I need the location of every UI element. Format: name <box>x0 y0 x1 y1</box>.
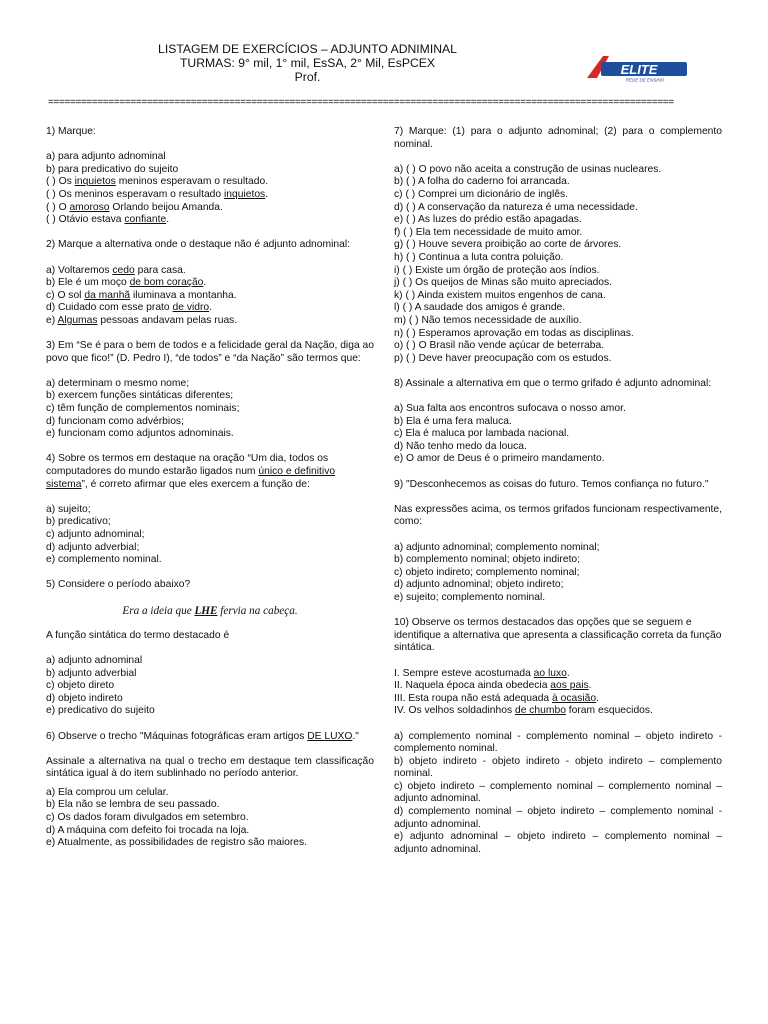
option: d) A máquina com defeito foi trocada na loja. <box>46 824 250 836</box>
option: b) Ela não se lembra de seu passado. <box>46 799 220 811</box>
question-stem: 2) Marque a alternativa onde o destaque não é adjunto adnominal: <box>46 239 350 251</box>
option: c) O sol da manhã iluminava a montanha. <box>46 289 237 301</box>
item: m) ( ) Não temos necessidade de auxílio. <box>394 314 582 326</box>
item: n) ( ) Esperamos aprovação em todas as disciplinas. <box>394 327 634 339</box>
question-10 <box>394 617 722 856</box>
item: k) ( ) Ainda existem muitos engenhos de cana. <box>394 289 606 301</box>
item: l) ( ) A saudade dos amigos é grande. <box>394 302 566 314</box>
item: e) ( ) As luzes do prédio estão apagadas. <box>394 214 582 226</box>
question-stem: 4) Sobre os termos em destaque na oração “Um dia, todos os computadores do mundo estarão ligados num único e definitivo sistema”, é correto afirmar que eles exercem a função de: <box>46 453 336 490</box>
option: b) para predicativo do sujeito <box>46 163 179 175</box>
option: c) objeto indireto; complemento nominal; <box>394 566 580 578</box>
option: a) para adjunto adnominal <box>46 151 166 163</box>
question-stem: 10) Observe os termos destacados das opções que se seguem e identifique a alternativa que apresenta a classificação correta da função sintática. <box>394 617 722 654</box>
item: o) ( ) O Brasil não vende açúcar de beterraba. <box>394 340 605 352</box>
quoted-sentence: Era a ideia que LHE fervia na cabeça. <box>122 604 298 617</box>
option: e) Atualmente, as possibilidades de registro são maiores. <box>46 837 307 849</box>
option: d) complemento nominal – objeto indireto – complemento nominal - adjunto adnominal. <box>394 806 722 830</box>
option: c) objeto indireto – complemento nominal – complemento nominal – adjunto adnominal. <box>394 780 722 805</box>
item: i) ( ) Existe um órgão de proteção aos índios. <box>394 264 600 276</box>
option: d) funcionam como advérbios; <box>46 415 184 427</box>
item: f) ( ) Ela tem necessidade de muito amor. <box>394 226 583 238</box>
elite-logo <box>583 48 689 84</box>
option: e) O amor de Deus é o primeiro mandamento. <box>394 453 605 465</box>
item: ( ) O amoroso Orlando beijou Amanda. <box>46 201 223 213</box>
highlighted-term: amoroso <box>69 201 110 213</box>
item: b) ( ) A folha do caderno foi arrancada. <box>394 176 570 188</box>
question-stem: 3) Em “Se é para o bem de todos e a felicidade geral da Nação, diga ao povo que fico!” (D. Pedro I), “de todos” e “da Nação” são termos que: <box>46 340 374 364</box>
option: a) complemento nominal - complemento nominal – objeto indireto - complemento nominal. <box>394 730 722 755</box>
statement: II. Naquela época ainda obedecia aos pais. <box>394 680 592 692</box>
option: c) Os dados foram divulgados em setembro. <box>46 812 249 824</box>
option: a) adjunto adnominal <box>46 654 143 666</box>
option: d) Não tenho medo da louca. <box>394 440 527 452</box>
option: b) Ela é uma fera maluca. <box>394 415 512 427</box>
option: b) predicativo; <box>46 516 111 528</box>
question-5 <box>46 579 374 718</box>
title-block <box>120 42 495 84</box>
svg-text:REDE DE ENSINO: REDE DE ENSINO <box>625 77 665 83</box>
highlighted-term: confiante <box>124 214 167 226</box>
highlighted-term: inquietos <box>223 188 266 200</box>
title-line-1: LISTAGEM DE EXERCÍCIOS – ADJUNTO ADNIMINAL <box>158 42 457 56</box>
question-2 <box>46 239 374 327</box>
option: a) sujeito; <box>46 503 91 515</box>
question-stem: 6) Observe o trecho "Máquinas fotográficas eram artigos DE LUXO." <box>46 730 359 742</box>
statement: I. Sempre esteve acostumada ao luxo. <box>394 667 570 679</box>
option: d) adjunto adnominal; objeto indireto; <box>394 579 564 591</box>
question-prompt: Assinale a alternativa na qual o trecho em destaque tem classificação sintática igual à do item sublinhado no período anterior. <box>46 755 374 780</box>
option: c) objeto direto <box>46 680 115 692</box>
question-stem: 1) Marque: <box>46 126 96 137</box>
item: d) ( ) A conservação da natureza é uma necessidade. <box>394 201 638 213</box>
highlighted-term: inquietos <box>74 176 116 188</box>
q7-item-list <box>394 164 722 366</box>
item: p) ( ) Deve haver preocupação com os estudos. <box>394 352 612 364</box>
title-line-3: Prof. <box>294 70 321 84</box>
question-1 <box>46 126 374 227</box>
option: c) Ela é maluca por lambada nacional. <box>394 428 570 440</box>
item: c) ( ) Comprei um dicionário de inglês. <box>394 188 568 200</box>
question-8 <box>394 378 722 466</box>
option: b) complemento nominal; objeto indireto; <box>394 554 581 566</box>
option: e) predicativo do sujeito <box>46 705 155 717</box>
item: a) ( ) O povo não aceita a construção de usinas nucleares. <box>394 163 662 175</box>
item: g) ( ) Houve severa proibição ao corte de árvores. <box>394 239 622 251</box>
option: b) objeto indireto - objeto indireto - objeto indireto – complemento nominal. <box>394 755 722 780</box>
question-stem: 9) "Desconhecemos as coisas do futuro. Temos confiança no futuro." <box>394 478 709 490</box>
option: e) complemento nominal. <box>46 554 162 566</box>
separator-line: ================================================================================================================== <box>48 97 674 108</box>
page-header <box>0 42 768 90</box>
question-6 <box>46 731 374 850</box>
option: e) adjunto adnominal – objeto indireto – complemento nominal – adjunto adnominal. <box>394 831 722 855</box>
option: b) adjunto adverbial <box>46 667 137 679</box>
option: e) funcionam como adjuntos adnominais. <box>46 428 234 440</box>
option: c) têm função de complementos nominais; <box>46 403 240 415</box>
item: ( ) Os meninos esperavam o resultado inquietos. <box>46 188 269 200</box>
question-stem: 8) Assinale a alternativa em que o termo grifado é adjunto adnominal: <box>394 377 712 389</box>
option: e) Algumas pessoas andavam pelas ruas. <box>46 314 238 326</box>
question-stem: 7) Marque: (1) para o adjunto adnominal; (2) para o complemento nominal. <box>394 126 722 150</box>
question-7 <box>394 126 722 365</box>
question-prompt: Nas expressões acima, os termos grifados funcionam respectivamente, como: <box>394 503 722 528</box>
question-9 <box>394 479 722 605</box>
question-stem: 5) Considere o período abaixo? <box>46 579 191 591</box>
item: ( ) Os inquietos meninos esperavam o resultado. <box>46 176 269 188</box>
option: a) Ela comprou um celular. <box>46 786 169 798</box>
option: d) Cuidado com esse prato de vidro. <box>46 302 213 314</box>
question-3 <box>46 340 374 441</box>
option: d) objeto indireto <box>46 692 123 704</box>
option: a) adjunto adnominal; complemento nominal; <box>394 541 600 553</box>
question-prompt: A função sintática do termo destacado é <box>46 629 230 641</box>
option: b) exercem funções sintáticas diferentes; <box>46 390 234 402</box>
option: b) Ele é um moço de bom coração. <box>46 277 207 289</box>
option: c) adjunto adnominal; <box>46 529 145 540</box>
statement: III. Esta roupa não está adequada à ocasião. <box>394 692 599 704</box>
item: h) ( ) Continua a luta contra poluição. <box>394 251 564 263</box>
svg-text:ELITE: ELITE <box>620 62 658 77</box>
option: a) Voltaremos cedo para casa. <box>46 264 186 276</box>
option: a) Sua falta aos encontros sufocava o nosso amor. <box>394 403 626 415</box>
left-column <box>46 126 374 850</box>
item: j) ( ) Os queijos de Minas são muito apreciados. <box>394 277 613 289</box>
statement: IV. Os velhos soldadinhos de chumbo foram esquecidos. <box>394 705 653 717</box>
option: d) adjunto adverbial; <box>46 541 140 553</box>
question-4 <box>46 453 374 566</box>
right-column <box>394 126 722 856</box>
option: e) sujeito; complemento nominal. <box>394 591 546 603</box>
item: ( ) Otávio estava confiante. <box>46 214 170 226</box>
title-line-2: TURMAS: 9° mil, 1° mil, EsSA, 2° Mil, EsPCEX <box>179 56 436 70</box>
option: a) determinam o mesmo nome; <box>46 377 190 389</box>
